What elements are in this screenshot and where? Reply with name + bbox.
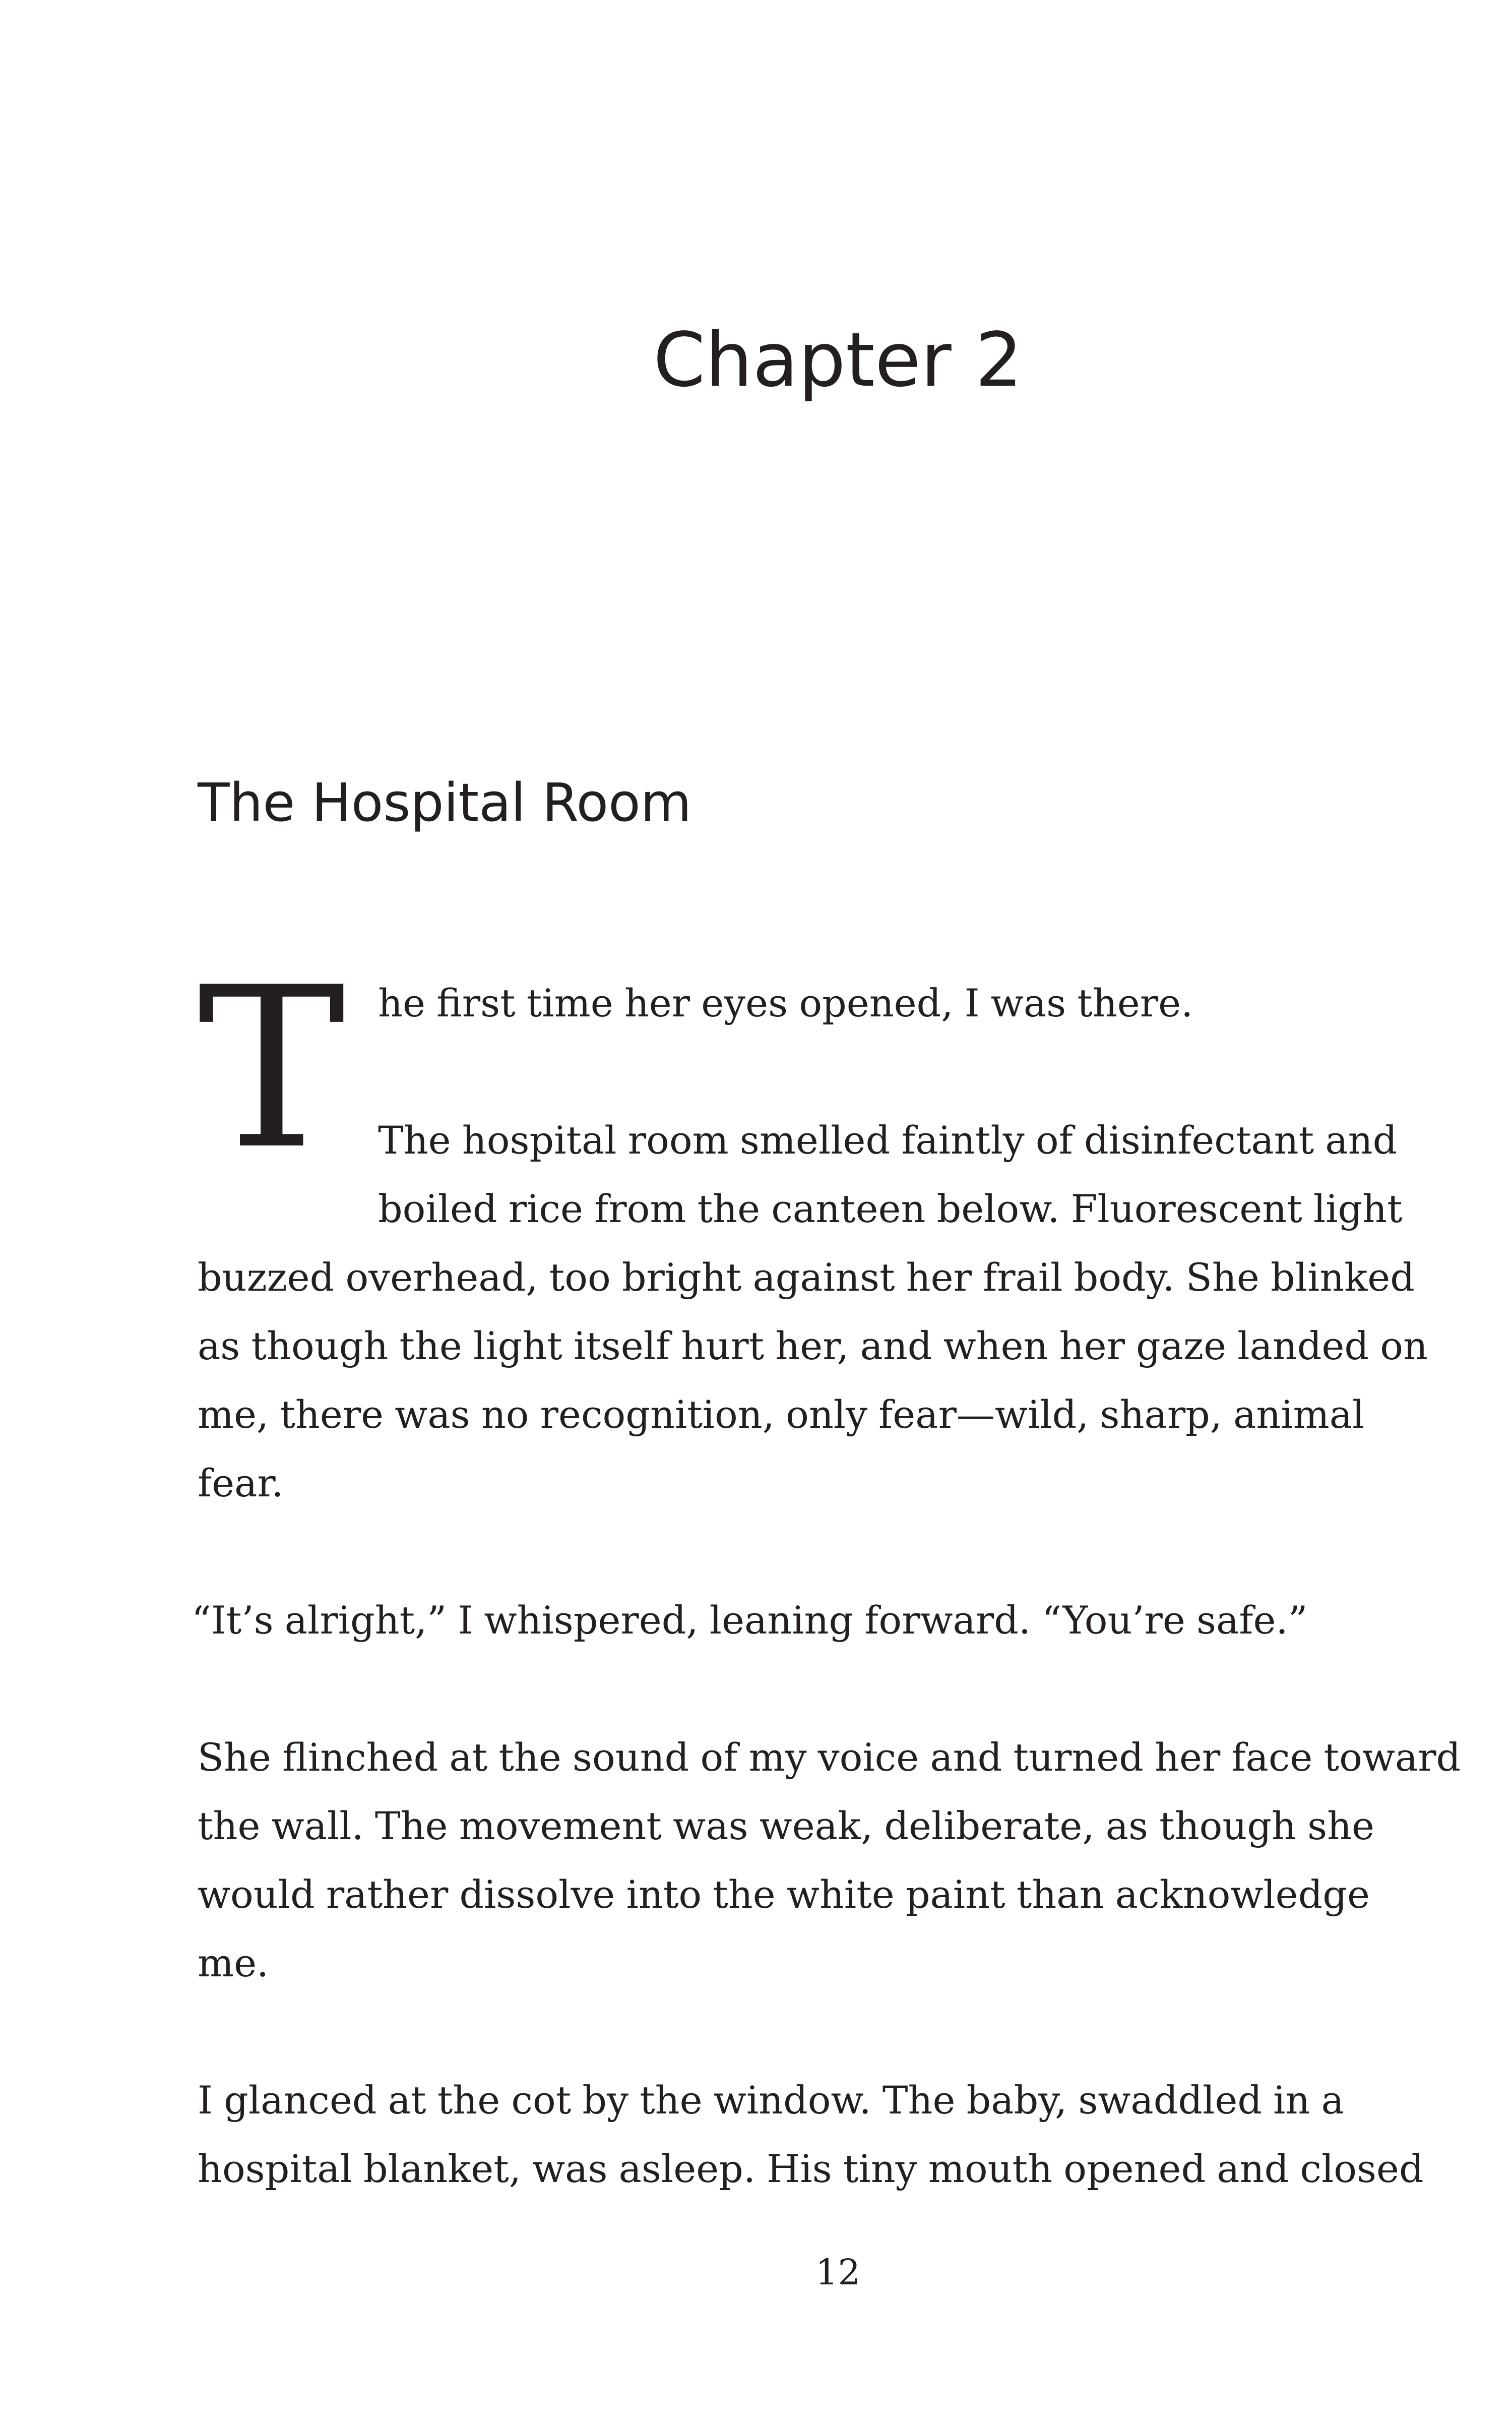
drop-cap: T bbox=[198, 940, 346, 1198]
body-line: would rather dissolve into the white paint than acknowledge bbox=[198, 1872, 1370, 1917]
body-line: me. bbox=[198, 1941, 269, 1985]
body-line: “It’s alright,” I whispered, leaning forward. “You’re safe.” bbox=[192, 1598, 1308, 1643]
body-line: hospital blanket, was asleep. His tiny mouth opened and closed bbox=[198, 2146, 1424, 2191]
page-number: 12 bbox=[815, 2252, 861, 2293]
section-title: The Hospital Room bbox=[198, 772, 692, 833]
body-line: the wall. The movement was weak, deliberate, as though she bbox=[198, 1803, 1375, 1848]
body-line: as though the light itself hurt her, and when her gaze landed on bbox=[198, 1323, 1428, 1368]
body-line: he first time her eyes opened, I was there. bbox=[378, 981, 1193, 1025]
body-line: The hospital room smelled faintly of disinfectant and bbox=[378, 1118, 1398, 1163]
body-line: I glanced at the cot by the window. The baby, swaddled in a bbox=[198, 2078, 1344, 2123]
body-line: me, there was no recognition, only fear—wild, sharp, animal bbox=[198, 1392, 1365, 1437]
chapter-title: Chapter 2 bbox=[653, 317, 1023, 403]
body-line: boiled rice from the canteen below. Fluorescent light bbox=[378, 1186, 1403, 1231]
body-line: She flinched at the sound of my voice and turned her face toward bbox=[198, 1735, 1461, 1780]
body-line: fear. bbox=[198, 1461, 284, 1505]
body-line: buzzed overhead, too bright against her frail body. She blinked bbox=[198, 1255, 1415, 1300]
